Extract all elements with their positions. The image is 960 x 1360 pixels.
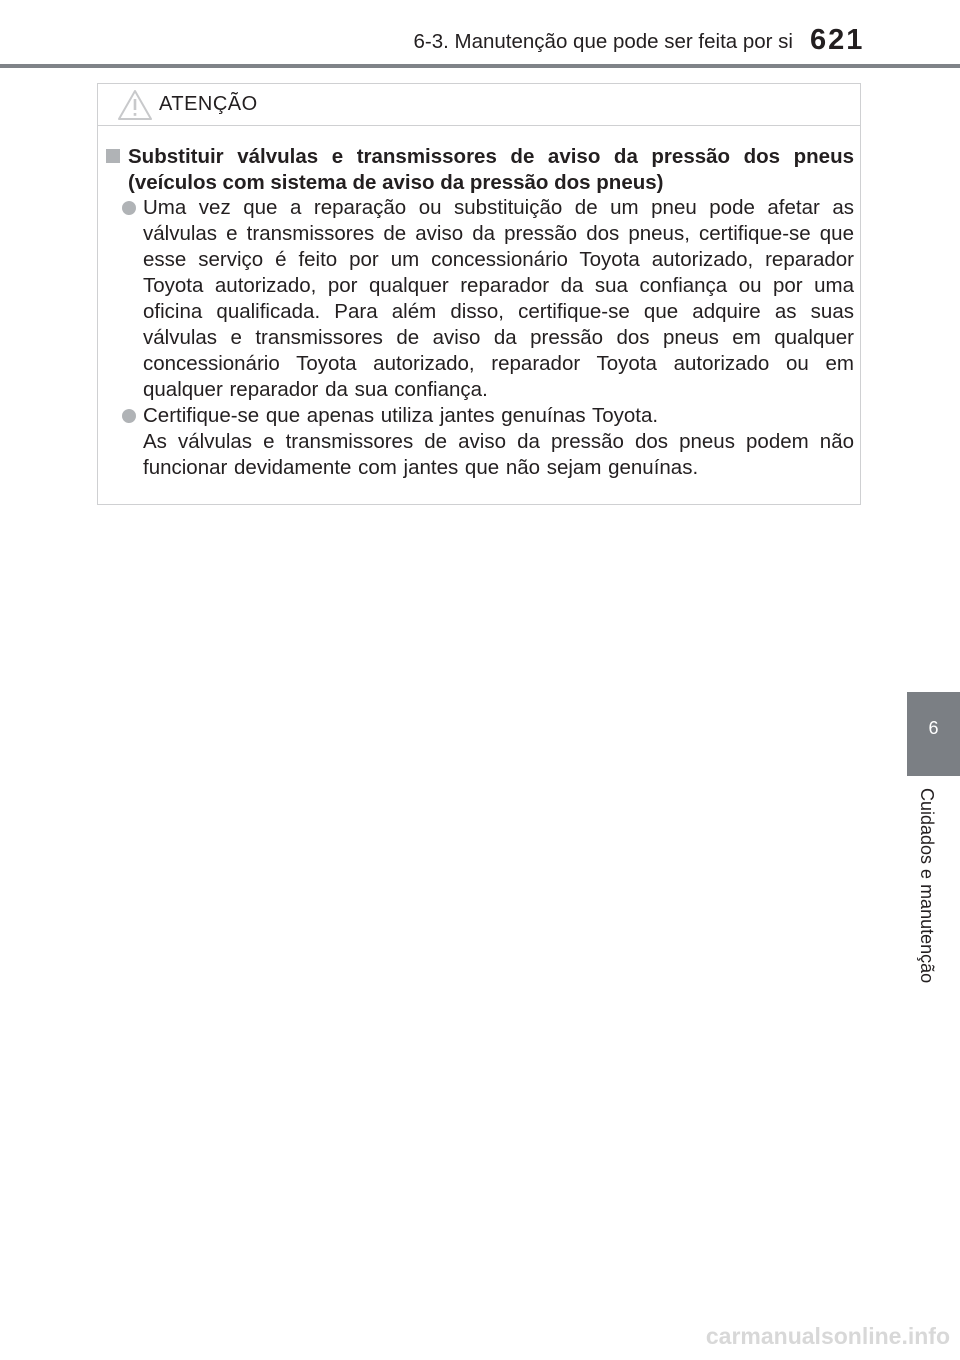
warning-triangle-icon <box>117 89 153 121</box>
section-title: 6-3. Manutenção que pode ser feita por si <box>413 30 793 53</box>
chapter-number: 6 <box>928 718 939 738</box>
bullet-item-1 <box>120 195 854 403</box>
bullet-item-2-line1: Certifique-se que apenas utiliza jantes genuínas Toyota. <box>143 404 659 427</box>
warning-header <box>98 84 860 126</box>
bullet-item-2-text <box>143 403 854 481</box>
circle-bullet-icon <box>122 409 136 423</box>
header-divider <box>0 64 960 68</box>
warning-box <box>97 83 861 505</box>
chapter-tab <box>907 692 960 776</box>
bullet-item-2 <box>120 403 854 481</box>
bullet-item-1-text: Uma vez que a reparação ou substituição de um pneu pode afetar as válvulas e transmissores de aviso da pressão dos pneus, certifique-se que esse serviço é feito por um concessionário Toyota autorizado, reparador Toyota autorizado, por qualquer reparador da sua confiança ou por uma oficina qualificada. Para além disso, certifique-se que adquire as suas válvulas e transmissores de aviso da pressão dos pneus em qualquer concessionário Toyota autorizado, reparador Toyota autorizado ou em qualquer reparador da sua confiança. <box>143 196 854 401</box>
page-number: 621 <box>810 24 865 56</box>
circle-bullet-icon <box>122 201 136 215</box>
warning-heading-line1: Substituir válvulas e transmissores de aviso da pressão dos pneus <box>128 145 854 168</box>
bullet-item-2-line2: As válvulas e transmissores de aviso da pressão dos pneus podem não funcionar devidamente com jantes que não sejam genuínas. <box>143 430 854 479</box>
warning-label: ATENÇÃO <box>159 93 258 115</box>
warning-heading <box>102 144 854 196</box>
square-bullet-icon <box>106 149 120 163</box>
warning-heading-text <box>128 144 854 196</box>
chapter-label: Cuidados e manutenção <box>917 788 937 984</box>
watermark: carmanualsonline.info <box>705 1323 950 1349</box>
warning-heading-line2: (veículos com sistema de aviso da pressão dos pneus) <box>128 171 664 194</box>
